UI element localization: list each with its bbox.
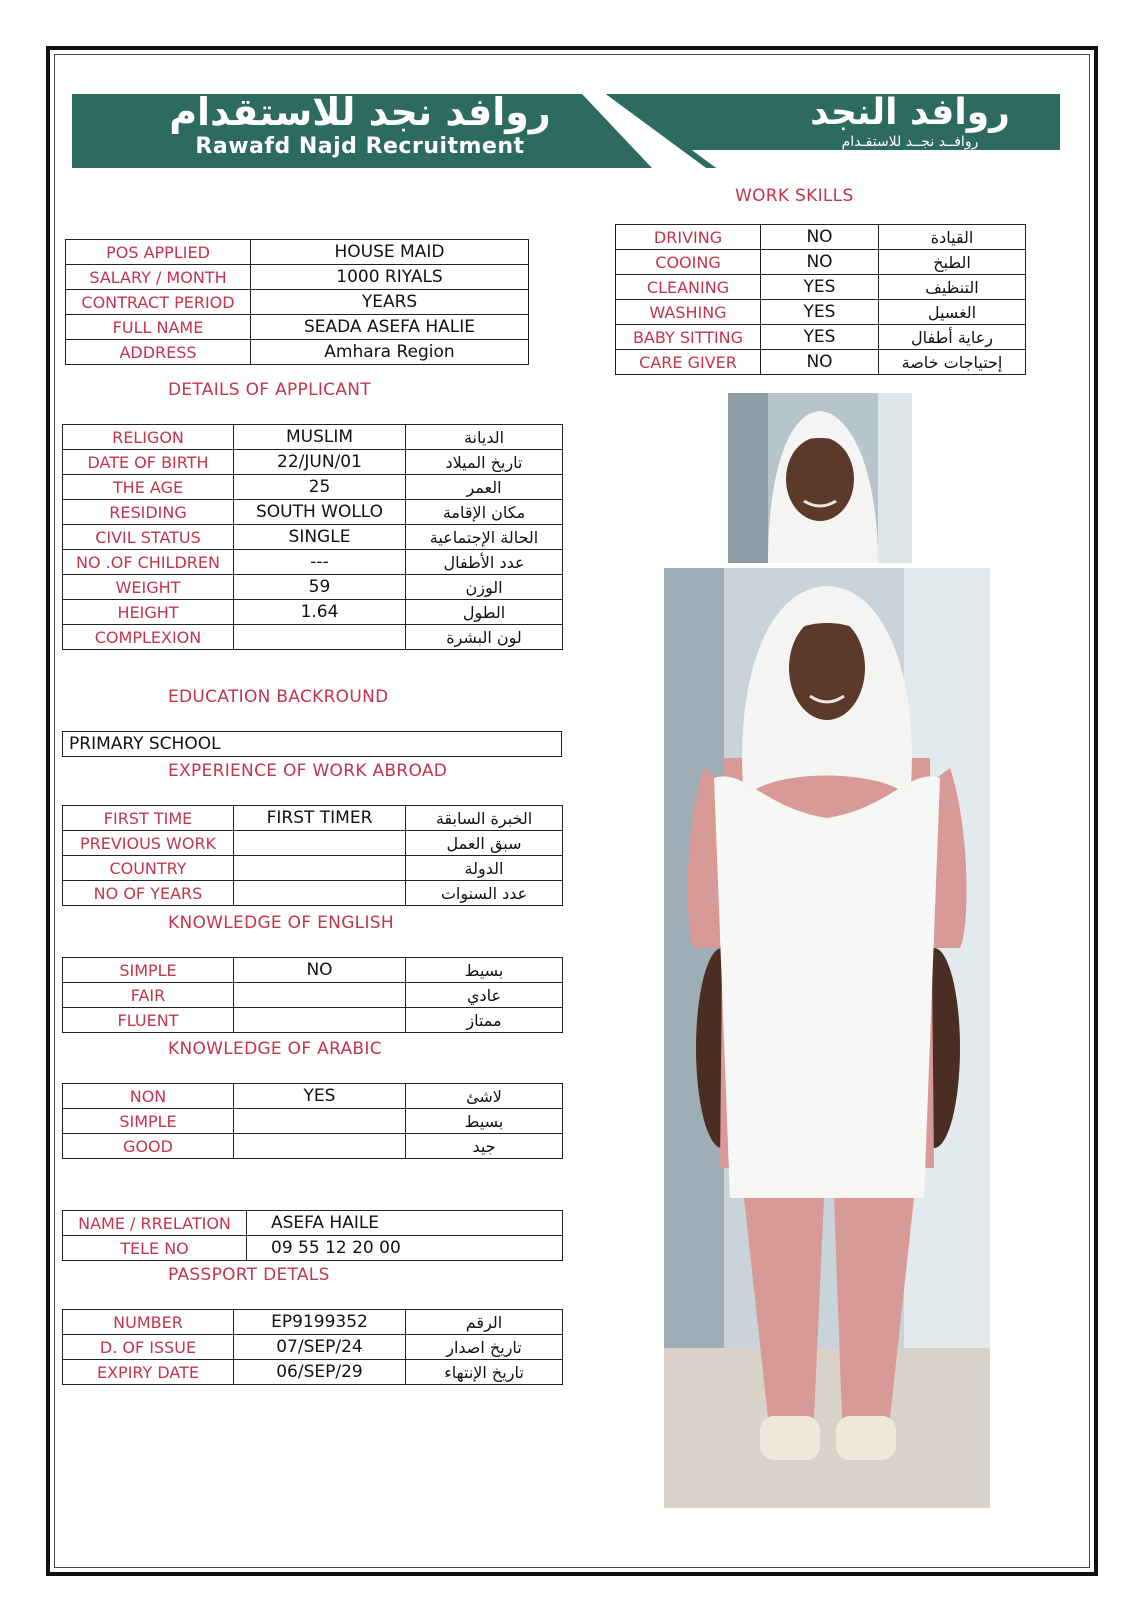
table-row <box>66 265 529 290</box>
row-label: DATE OF BIRTH <box>63 450 234 475</box>
row-value <box>234 856 406 881</box>
row-label: NO OF YEARS <box>63 881 234 906</box>
row-label: FIRST TIME <box>63 806 234 831</box>
row-value <box>234 983 406 1008</box>
row-label: COMPLEXION <box>63 625 234 650</box>
row-value: YES <box>234 1084 406 1109</box>
row-label: PREVIOUS WORK <box>63 831 234 856</box>
row-label: CARE GIVER <box>616 350 761 375</box>
english-heading: KNOWLEDGE OF ENGLISH <box>168 913 394 933</box>
row-arabic-label: الطبخ <box>879 250 1026 275</box>
row-label: FULL NAME <box>66 315 251 340</box>
row-arabic-label: الرقم <box>406 1310 563 1335</box>
row-value: SOUTH WOLLO <box>234 500 406 525</box>
passport-table <box>62 1309 563 1385</box>
table-row <box>63 958 563 983</box>
table-row <box>63 1008 563 1033</box>
english-table <box>62 957 563 1033</box>
row-value: ASEFA HAILE <box>247 1211 563 1236</box>
table-row <box>63 1360 563 1385</box>
row-value: --- <box>234 550 406 575</box>
table-row <box>63 881 563 906</box>
row-arabic-label: تاريخ اصدار <box>406 1335 563 1360</box>
row-arabic-label: الديانة <box>406 425 563 450</box>
row-label: GOOD <box>63 1134 234 1159</box>
table-row <box>63 425 563 450</box>
company-logo: روافد النجد <box>810 92 1010 133</box>
full-body-photo <box>664 568 990 1508</box>
row-label: BABY SITTING <box>616 325 761 350</box>
row-value: YES <box>761 300 879 325</box>
row-label: THE AGE <box>63 475 234 500</box>
row-arabic-label: القيادة <box>879 225 1026 250</box>
row-label: DRIVING <box>616 225 761 250</box>
table-row <box>63 1134 563 1159</box>
education-table <box>62 731 562 757</box>
table-row <box>63 831 563 856</box>
work-skills-heading: WORK SKILLS <box>735 186 854 206</box>
work-skills-table <box>615 224 1026 375</box>
brand-english-name: Rawafd Najd Recruitment <box>195 134 525 159</box>
table-row <box>63 600 563 625</box>
row-arabic-label: الطول <box>406 600 563 625</box>
table-row <box>63 856 563 881</box>
table-row <box>63 1335 563 1360</box>
row-value: Amhara Region <box>251 340 529 365</box>
arabic-table <box>62 1083 563 1159</box>
table-row <box>66 290 529 315</box>
table-row <box>63 525 563 550</box>
summary-table <box>65 239 529 365</box>
row-value <box>234 1134 406 1159</box>
row-label: EXPIRY DATE <box>63 1360 234 1385</box>
education-heading: EDUCATION BACKROUND <box>168 687 389 707</box>
table-row <box>66 315 529 340</box>
row-value <box>234 1109 406 1134</box>
table-row <box>63 806 563 831</box>
row-label: RELIGON <box>63 425 234 450</box>
row-value: HOUSE MAID <box>251 240 529 265</box>
row-label: SIMPLE <box>63 958 234 983</box>
row-value: SINGLE <box>234 525 406 550</box>
row-value: NO <box>761 225 879 250</box>
row-value: MUSLIM <box>234 425 406 450</box>
row-label: NUMBER <box>63 1310 234 1335</box>
row-label: SIMPLE <box>63 1109 234 1134</box>
row-label: WASHING <box>616 300 761 325</box>
row-arabic-label: مكان الإقامة <box>406 500 563 525</box>
arabic-heading: KNOWLEDGE OF ARABIC <box>168 1039 382 1059</box>
table-row <box>63 500 563 525</box>
row-label: CLEANING <box>616 275 761 300</box>
table-row <box>616 325 1026 350</box>
table-row <box>63 575 563 600</box>
row-arabic-label: تاريخ الإنتهاء <box>406 1360 563 1385</box>
table-row <box>616 225 1026 250</box>
row-label: ADDRESS <box>66 340 251 365</box>
education-value: PRIMARY SCHOOL <box>63 732 562 757</box>
row-label: HEIGHT <box>63 600 234 625</box>
row-label: SALARY / MONTH <box>66 265 251 290</box>
relation-table <box>62 1210 563 1261</box>
row-label: TELE NO <box>63 1236 247 1261</box>
row-value: 07/SEP/24 <box>234 1335 406 1360</box>
table-row <box>616 250 1026 275</box>
table-row <box>63 625 563 650</box>
row-label: RESIDING <box>63 500 234 525</box>
table-row <box>66 340 529 365</box>
table-row <box>63 550 563 575</box>
table-row <box>66 240 529 265</box>
row-arabic-label: الخبرة السابقة <box>406 806 563 831</box>
row-arabic-label: عدد الأطفال <box>406 550 563 575</box>
row-value <box>234 625 406 650</box>
table-row <box>616 350 1026 375</box>
row-value: FIRST TIMER <box>234 806 406 831</box>
row-value: YEARS <box>251 290 529 315</box>
passport-heading: PASSPORT DETALS <box>168 1265 330 1285</box>
row-value: NO <box>761 250 879 275</box>
row-arabic-label: عدد السنوات <box>406 881 563 906</box>
table-row <box>63 1084 563 1109</box>
row-arabic-label: لاشئ <box>406 1084 563 1109</box>
table-row <box>63 450 563 475</box>
company-logo-subtitle: روافــد نجــد للاستقـدام <box>841 134 979 150</box>
row-value: YES <box>761 275 879 300</box>
row-label: FAIR <box>63 983 234 1008</box>
table-row <box>63 475 563 500</box>
row-value: 59 <box>234 575 406 600</box>
row-arabic-label: بسيط <box>406 958 563 983</box>
row-value <box>234 881 406 906</box>
row-label: NO .OF CHILDREN <box>63 550 234 575</box>
row-value: NO <box>234 958 406 983</box>
experience-heading: EXPERIENCE OF WORK ABROAD <box>168 761 448 781</box>
row-label: D. OF ISSUE <box>63 1335 234 1360</box>
row-label: COUNTRY <box>63 856 234 881</box>
row-label: CONTRACT PERIOD <box>66 290 251 315</box>
row-label: NON <box>63 1084 234 1109</box>
table-row <box>63 1109 563 1134</box>
row-label: COOING <box>616 250 761 275</box>
experience-table <box>62 805 563 906</box>
row-value: EP9199352 <box>234 1310 406 1335</box>
row-arabic-label: جيد <box>406 1134 563 1159</box>
row-arabic-label: ممتاز <box>406 1008 563 1033</box>
portrait-photo <box>728 393 912 563</box>
row-value: 1000 RIYALS <box>251 265 529 290</box>
row-arabic-label: الحالة الإجتماعية <box>406 525 563 550</box>
row-arabic-label: تاريخ الميلاد <box>406 450 563 475</box>
row-label: NAME / RRELATION <box>63 1211 247 1236</box>
row-arabic-label: إحتياجات خاصة <box>879 350 1026 375</box>
details-table <box>62 424 563 650</box>
row-value: 22/JUN/01 <box>234 450 406 475</box>
row-value: 1.64 <box>234 600 406 625</box>
row-arabic-label: العمر <box>406 475 563 500</box>
row-value: YES <box>761 325 879 350</box>
row-value: 25 <box>234 475 406 500</box>
row-value: SEADA ASEFA HALIE <box>251 315 529 340</box>
row-value <box>234 1008 406 1033</box>
row-label: FLUENT <box>63 1008 234 1033</box>
table-row <box>616 275 1026 300</box>
row-value <box>234 831 406 856</box>
row-arabic-label: عادي <box>406 983 563 1008</box>
brand-arabic-name: روافد نجد للاستقدام <box>169 90 551 134</box>
row-value: 09 55 12 20 00 <box>247 1236 563 1261</box>
table-row <box>63 1236 563 1261</box>
details-heading: DETAILS OF APPLICANT <box>168 380 371 400</box>
table-row <box>63 983 563 1008</box>
row-value: NO <box>761 350 879 375</box>
row-arabic-label: سبق العمل <box>406 831 563 856</box>
row-arabic-label: بسيط <box>406 1109 563 1134</box>
row-arabic-label: رعاية أطفال <box>879 325 1026 350</box>
row-value: 06/SEP/29 <box>234 1360 406 1385</box>
row-arabic-label: الدولة <box>406 856 563 881</box>
row-arabic-label: التنظيف <box>879 275 1026 300</box>
table-row <box>616 300 1026 325</box>
table-row <box>63 1211 563 1236</box>
row-arabic-label: الوزن <box>406 575 563 600</box>
row-arabic-label: لون البشرة <box>406 625 563 650</box>
row-label: POS APPLIED <box>66 240 251 265</box>
row-label: WEIGHT <box>63 575 234 600</box>
row-arabic-label: الغسيل <box>879 300 1026 325</box>
table-row <box>63 1310 563 1335</box>
row-label: CIVIL STATUS <box>63 525 234 550</box>
